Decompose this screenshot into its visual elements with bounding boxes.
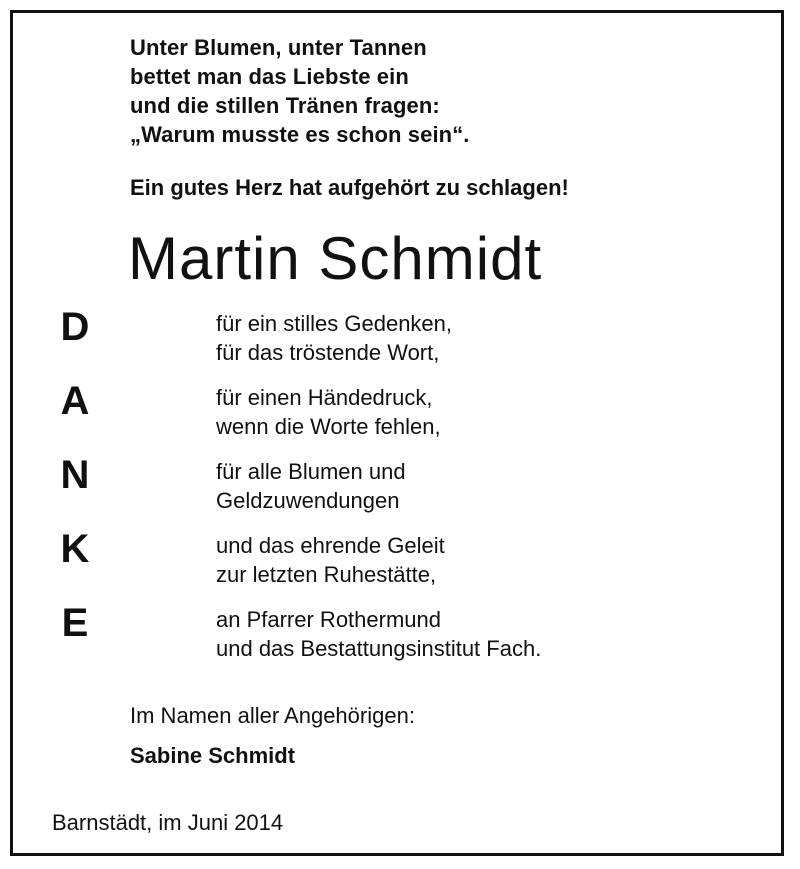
thanks-line: Geldzuwendungen (216, 488, 400, 513)
thanks-line: wenn die Worte fehlen, (216, 414, 441, 439)
thanks-group (216, 383, 541, 441)
danke-letter: E (61, 601, 89, 645)
thanks-line: zur letzten Ruhestätte, (216, 562, 437, 587)
thanks-line: an Pfarrer Rothermund (216, 607, 441, 632)
danke-letter: A (60, 379, 90, 423)
thanks-line: für das tröstende Wort, (216, 340, 440, 365)
closing-line: Im Namen aller Angehörigen: (130, 703, 415, 728)
place-date: Barnstädt, im Juni 2014 (52, 810, 284, 835)
poem (130, 33, 470, 149)
thanks-line: und das Bestattungsinstitut Fach. (216, 636, 542, 661)
thanks-line: für ein stilles Gedenken, (216, 311, 453, 336)
poem-line: „Warum musste es schon sein“. (130, 122, 470, 147)
deceased-name: Martin Schmidt (128, 225, 543, 292)
thanks-line: für alle Blumen und (216, 459, 406, 484)
danke-letter: D (60, 305, 90, 349)
thanks-line: für einen Händedruck, (216, 385, 433, 410)
danke-vertical (50, 302, 100, 672)
danke-letter: N (60, 453, 90, 497)
thanks-group (216, 605, 541, 663)
poem-line: Unter Blumen, unter Tannen (130, 35, 427, 60)
thanks-line: und das ehrende Geleit (216, 533, 445, 558)
thanks-group (216, 309, 541, 367)
thanks-group (216, 457, 541, 515)
thanks-group (216, 531, 541, 589)
danke-letter: K (60, 527, 90, 571)
signature: Sabine Schmidt (130, 743, 296, 768)
heart-line: Ein gutes Herz hat aufgehört zu schlagen! (130, 175, 569, 200)
thanks-list (216, 309, 541, 679)
poem-line: und die stillen Tränen fragen: (130, 93, 440, 118)
poem-line: bettet man das Liebste ein (130, 64, 409, 89)
